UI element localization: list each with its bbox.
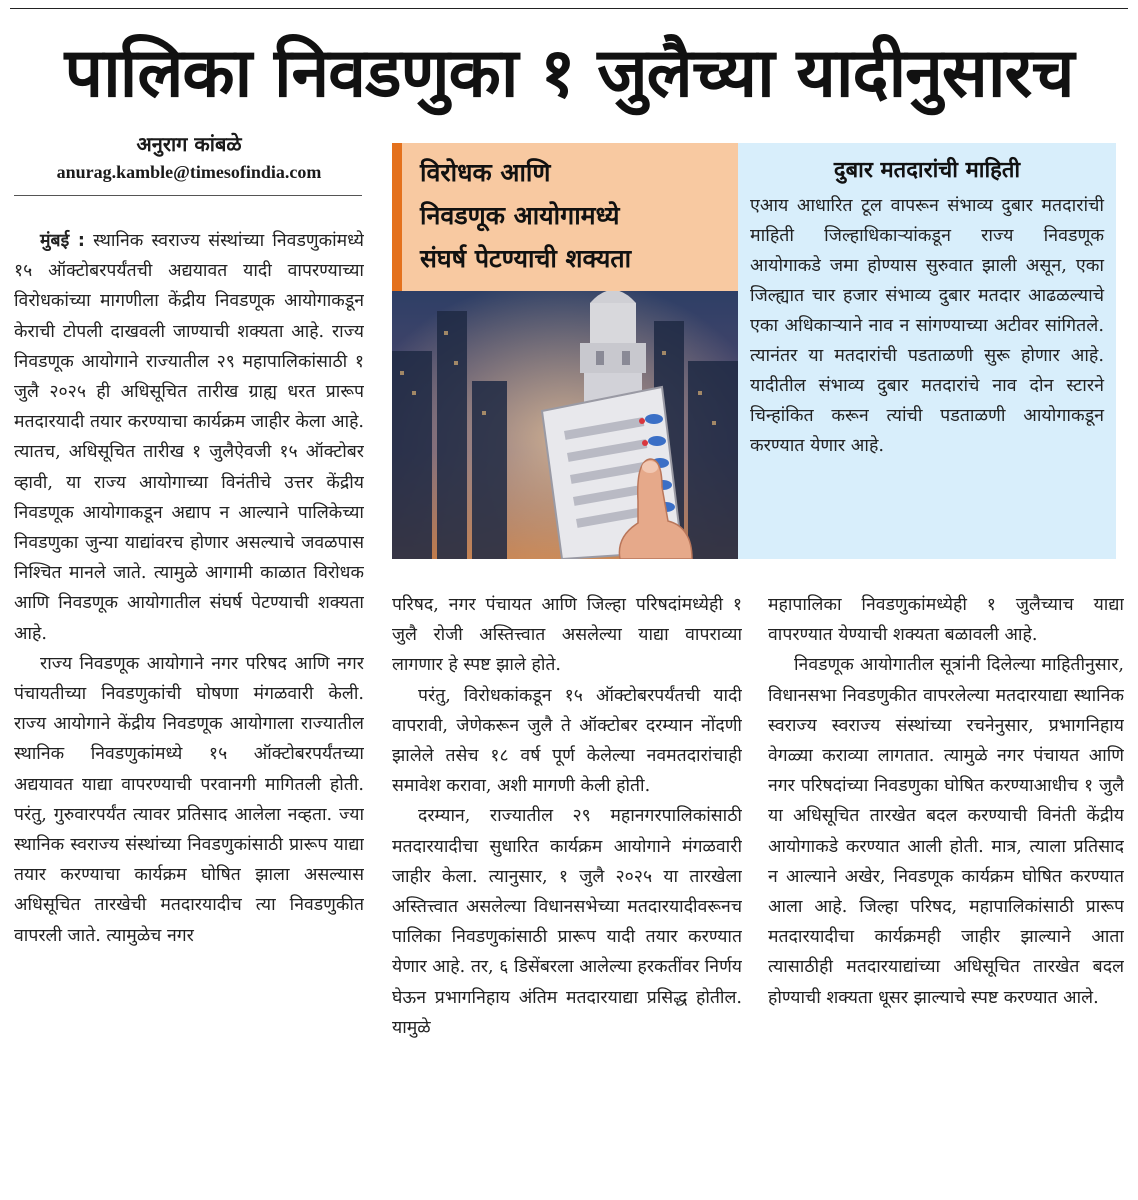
paragraph: महापालिका निवडणुकांमध्येही १ जुलैच्याच याद्या वापरण्यात येण्याची शक्यता बळावली आहे.	[768, 595, 1124, 646]
top-rule	[10, 8, 1128, 9]
paragraph: परिषद, नगर पंचायत आणि जिल्हा परिषदांमध्येही १ जुलै रोजी अस्तित्त्वात असलेल्या याद्या वापराव्या लागणार हे स्पष्ट झाले होते.	[392, 595, 742, 676]
author-email: anurag.kamble@timesofindia.com	[56, 162, 322, 182]
paragraph: दरम्यान, राज्यातील २९ महानगरपालिकांसाठी मतदारयादीचा सुधारित कार्यक्रम आयोगाने मंगळवारी जाहीर केला. त्यानुसार, १ जुलै २०२५ या तारखेला अस्तित्त्वात असलेल्या विधानसभेच्या मतदारयादीवरूनच पालिका निवडणुकांसाठी प्रारूप यादी तयार करण्यात येणार आहे. तर, ६ डिसेंबरला आलेल्या हरकतींवर निर्णय घेऊन प्रभागनिहाय अंतिम मतदारयाद्या प्रसिद्ध होतील. यामुळे	[392, 806, 742, 1038]
inset-title	[392, 143, 738, 291]
sidebar-title: दुबार मतदारांची माहिती	[833, 158, 1021, 183]
sidebar-text	[750, 191, 1104, 461]
paragraph: परंतु, विरोधकांकडून १५ ऑक्टोबरपर्यंतची यादी वापरावी, जेणेकरून जुलै ते ऑक्टोबर दरम्यान नोंदणी झालेले तसेच १८ वर्ष पूर्ण केलेल्या नवमतदारांचाही समावेश करावा, अशी मागणी केली होती.	[392, 685, 742, 797]
author-name: अनुराग कांबळे	[136, 132, 242, 156]
article-column-1	[14, 226, 364, 1186]
article-column-3	[768, 590, 1124, 1186]
sidebar-box	[738, 143, 1116, 559]
paragraph: निवडणूक आयोगातील सूत्रांनी दिलेल्या माहितीनुसार, विधानसभा निवडणुकीत वापरलेल्या मतदारयाद्या स्थानिक स्वराज्य स्वराज्य संस्थांच्या रचनेनुसार, प्रभागनिहाय वेगळ्या कराव्या लागतात. त्यामुळे नगर पंचायत आणि नगर परिषदांच्या निवडणुका घोषित करण्याआधीच १ जुलै या अधिसूचित तारखेत बदल करण्याची विनंती केंद्रीय आयोगाकडे करण्यात आली होती. मात्र, त्याला प्रतिसाद न आल्याने अखेर, निवडणूक कार्यक्रम घोषित करण्यात आला आहे. जिल्हा परिषद, महापालिकांसाठी प्रारूप मतदारयादीचा कार्यक्रमही जाहीर झाल्याने आता त्यासाठीही मतदारयाद्यांच्या अधिसूचित तारखेत बदल होण्याची शक्यता धूसर झाल्याचे स्पष्ट करण्यात आले.	[768, 655, 1124, 1008]
paragraph: राज्य निवडणूक आयोगाने नगर परिषद आणि नगर पंचायतीच्या निवडणुकांची घोषणा मंगळवारी केली. राज्य आयोगाने केंद्रीय निवडणूक आयोगाला राज्यातील स्थानिक निवडणुकांमध्ये १५ ऑक्टोबरपर्यंतच्या अद्ययावत याद्या वापरण्याची परवानगी मागितली होती. परंतु, गुरुवारपर्यंत त्यावर प्रतिसाद आलेला नव्हता. ज्या स्थानिक स्वराज्य संस्थांच्या निवडणुकांसाठी प्रारूप याद्या तयार करण्याचा कार्यक्रम घोषित झाला असल्यास अधिसूचित तारखेची मतदारयादीच त्या निवडणुकीत वापरली जाते. त्यामुळेच नगर	[14, 653, 364, 946]
headline: पालिका निवडणुका १ जुलैच्या यादीनुसारच	[64, 34, 1074, 113]
article-column-2	[392, 590, 742, 1186]
inset-title-line: निवडणूक आयोगामध्ये	[420, 201, 620, 230]
inset-title-line: विरोधक आणि	[420, 158, 551, 187]
byline-rule	[14, 195, 362, 196]
accent-bar	[392, 143, 402, 291]
inset-title-line: संघर्ष पेटण्याची शक्यता	[420, 244, 632, 273]
paragraph: स्थानिक स्वराज्य संस्थांच्या निवडणुकांमध्ये १५ ऑक्टोबरपर्यंतची अद्ययावत यादी वापरण्याच्या विरोधकांच्या मागणीला केंद्रीय निवडणूक आयोगाकडून केराची टोपली दाखवली जाण्याची शक्यता आहे. राज्य निवडणूक आयोगाने राज्यातील २९ महापालिकांसाठी १ जुलै २०२५ ही अधिसूचित तारीख ग्राह्य धरत प्रारूप मतदारयादी तयार करण्याचा कार्यक्रम जाहीर केला आहे. त्यातच, अधिसूचित तारीख १ जुलैऐवजी १५ ऑक्टोबर व्हावी, या राज्य आयोगाच्या विनंतीचे उत्तर केंद्रीय निवडणूक आयोगाकडून अद्याप न आल्याने पालिकेच्या निवडणुका जुन्या याद्यांवरच होणार असल्याचे जवळपास निश्चित मानले जाते. त्यामुळे आगामी काळात विरोधक आणि निवडणूक आयोगातील संघर्ष पेटण्याची शक्यता आहे.	[14, 231, 364, 644]
paragraph: एआय आधारित टूल वापरून संभाव्य दुबार मतदारांची माहिती जिल्हाधिकाऱ्यांकडून राज्य निवडणूक आयोगाकडे जमा होण्यास सुरुवात झाली असून, एका जिल्ह्यात चार हजार संभाव्य दुबार मतदार आढळल्याचे एका अधिकाऱ्याने नाव न सांगण्याच्या अटीवर सांगितले. त्यानंतर या मतदारांची पडताळणी सुरू होणार आहे. यादीतील संभाव्य दुबार मतदारांचे नाव दोन स्टारने चिन्हांकित करून त्यांची पडताळणी आयोगाकडून करण्यात येणार आहे.	[750, 195, 1104, 456]
evm-voting-illustration	[392, 291, 738, 559]
dateline: मुंबई :	[40, 231, 85, 251]
inset-graphic	[392, 143, 738, 559]
